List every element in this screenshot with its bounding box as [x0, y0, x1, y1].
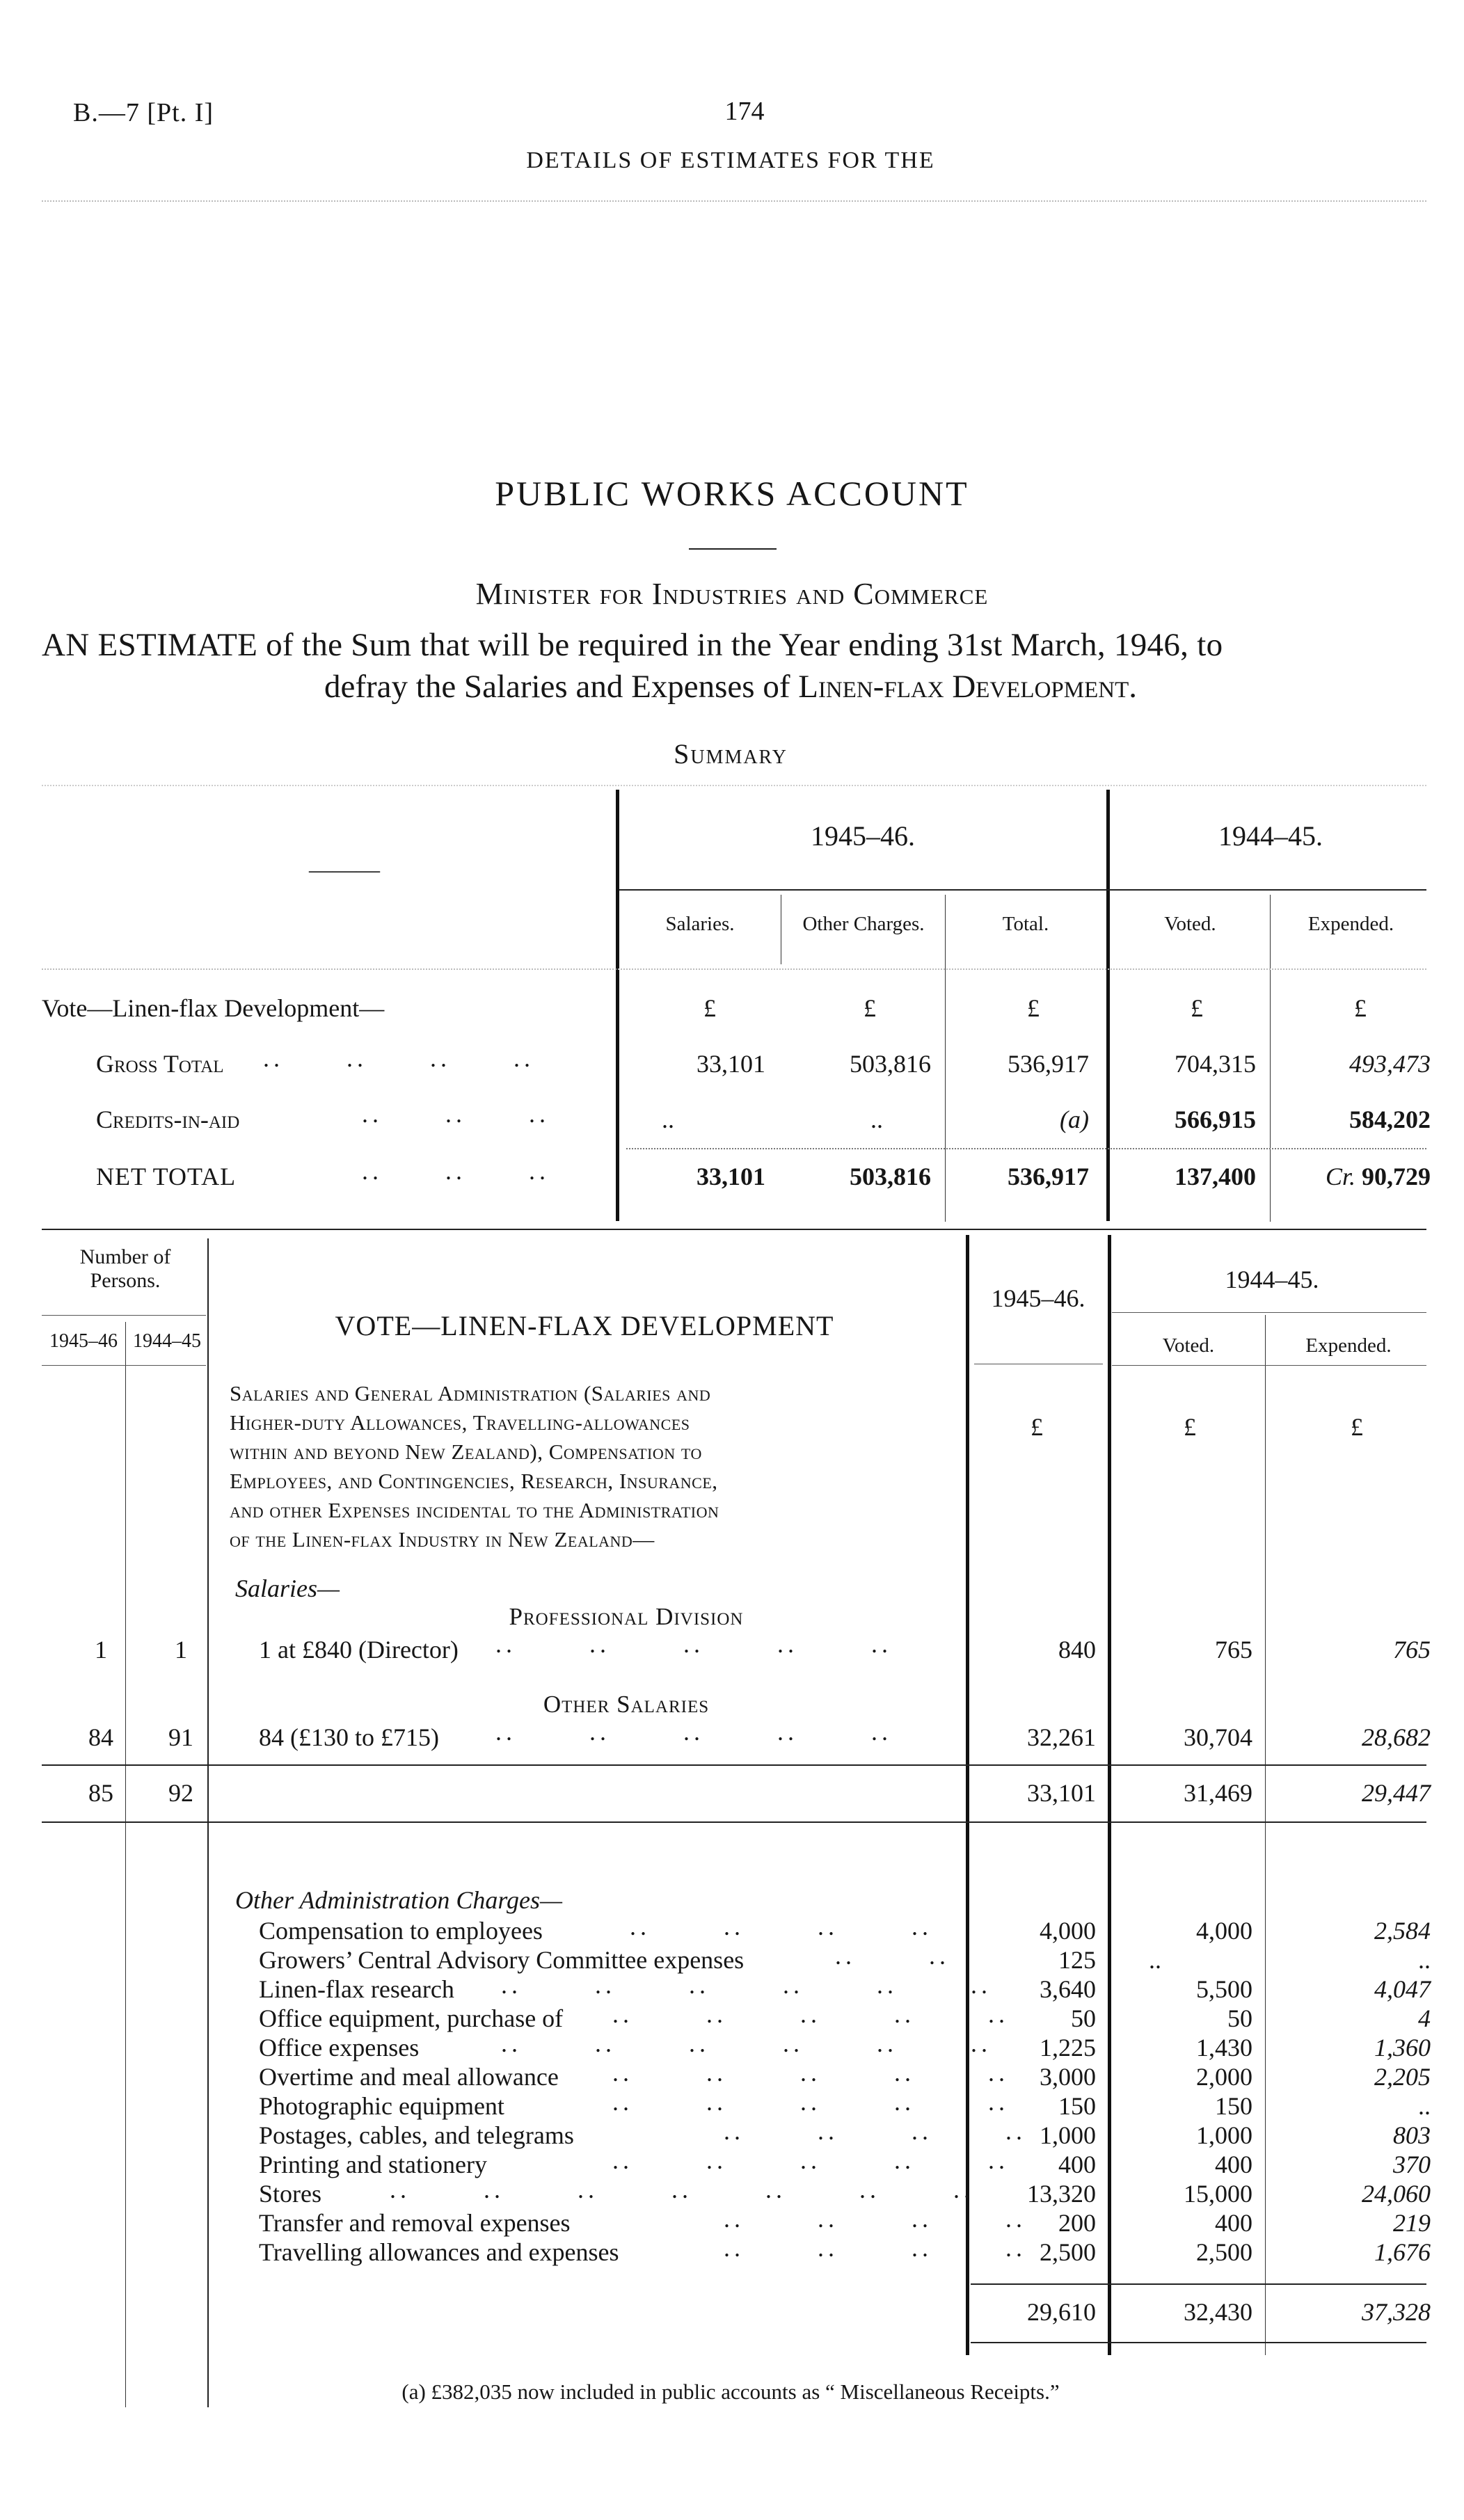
other-admin-item-label: Printing and stationery	[259, 2151, 487, 2178]
salary-total-n1944: 92	[168, 1779, 193, 1807]
other-admin-item-current: 125	[1058, 1946, 1096, 1974]
other-admin-item-expended: 2,584	[1374, 1917, 1431, 1945]
summary-credits-voted: 566,915	[1175, 1106, 1256, 1133]
summary-gross-total: 536,917	[1008, 1050, 1089, 1078]
summary-credits-dots: .. .. ..	[362, 1100, 550, 1128]
other-n1944: 91	[168, 1723, 193, 1751]
summary-head-rule	[42, 968, 1426, 970]
summary-net-salaries: 33,101	[697, 1163, 765, 1190]
other-admin-item	[0, 1913, 1464, 1945]
other-admin-item-label: Overtime and meal allowance	[259, 2063, 559, 2091]
detail-year-prev: 1944–45.	[1225, 1266, 1319, 1293]
other-admin-item-voted: 400	[1215, 2209, 1252, 2237]
detail-description-line-6: of the Linen-flax Industry in New Zealand—	[230, 1527, 655, 1552]
other-admin-item-current: 2,500	[1040, 2238, 1096, 2266]
other-admin-item-current: 3,640	[1040, 1975, 1096, 2003]
other-admin-item-dots: .. .. .. ..	[630, 1913, 932, 1940]
page-reference: B.—7 [Pt. I]	[73, 98, 214, 127]
other-admin-item-voted: 50	[1227, 2004, 1252, 2032]
summary-credits-expended: 584,202	[1349, 1106, 1431, 1133]
summary-gross-other: 503,816	[850, 1050, 931, 1078]
summary-heading: Summary	[674, 738, 788, 769]
salary-total-current: 33,101	[1027, 1779, 1096, 1807]
summary-year-current: 1945–46.	[811, 820, 915, 852]
other-admin-item-label: Growers’ Central Advisory Committee expenses	[259, 1946, 745, 1974]
other-admin-item-dots: .. .. .. .. ..	[612, 2000, 1009, 2028]
other-admin-subtotal-rule	[971, 2283, 1426, 2285]
footnote: (a) £382,035 now included in public accounts as “ Miscellaneous Receipts.”	[401, 2379, 1060, 2404]
minister-heading: Minister for Industries and Commerce	[475, 577, 989, 611]
other-salaries-dots: .. .. .. .. ..	[495, 1718, 892, 1746]
other-admin-item-voted: 15,000	[1184, 2180, 1252, 2208]
other-admin-item-label: Stores	[259, 2180, 321, 2208]
detail-description	[230, 1379, 960, 1554]
summary-col-salaries: Salaries.	[665, 913, 735, 935]
other-admin-item-current: 50	[1071, 2004, 1096, 2032]
detail-description-line-3: within and beyond New Zealand), Compensation to	[230, 1440, 702, 1464]
summary-credits-other: ..	[870, 1106, 883, 1133]
salary-total-n1945: 85	[88, 1779, 113, 1807]
summary-gross-label: Gross Total	[96, 1050, 224, 1078]
summary-net-rule	[626, 1148, 1426, 1149]
other-admin-item-expended: 2,205	[1374, 2063, 1431, 2091]
director-dots: .. .. .. .. ..	[495, 1630, 892, 1658]
other-admin-item-dots: .. .. .. .. .. ..	[501, 1971, 992, 1999]
detail-col-expended: Expended.	[1305, 1334, 1392, 1357]
other-admin-item-voted: 2,000	[1196, 2063, 1252, 2091]
other-admin-total-voted: 32,430	[1184, 2298, 1252, 2326]
other-admin-item-label: Transfer and removal expenses	[259, 2209, 571, 2237]
detail-description-line-4: Employees, and Contingencies, Research, Insurance,	[230, 1469, 718, 1493]
summary-net-total: 536,917	[1008, 1163, 1089, 1190]
director-expended: 765	[1393, 1636, 1431, 1664]
other-admin-item-current: 13,320	[1027, 2180, 1096, 2208]
other-admin-item-expended: 370	[1393, 2151, 1431, 2178]
other-admin-item-voted: 2,500	[1196, 2238, 1252, 2266]
other-admin-item-label: Office equipment, purchase of	[259, 2004, 564, 2032]
summary-net-expended	[1273, 1162, 1431, 1191]
other-admin-item-voted: 5,500	[1196, 1975, 1252, 2003]
summary-currency-salaries: £	[703, 994, 716, 1022]
summary-credits-total: (a)	[1060, 1106, 1089, 1133]
director-voted: 765	[1215, 1636, 1252, 1664]
summary-vote-label: Vote—Linen-flax Development—	[42, 994, 385, 1022]
summary-net-expended-value: 90,729	[1362, 1163, 1431, 1190]
estimate-line-2-subject: Linen-flax Development.	[798, 669, 1137, 705]
other-salaries-heading: Other Salaries	[543, 1691, 710, 1718]
other-admin-item-dots: .. .. .. .. .. ..	[501, 2029, 992, 2057]
other-admin-item-expended: 24,060	[1362, 2180, 1431, 2208]
summary-year-prev: 1944–45.	[1218, 820, 1323, 852]
other-salaries-voted: 30,704	[1184, 1723, 1252, 1751]
summary-gross-expended: 493,473	[1349, 1050, 1431, 1078]
detail-description-line-5: and other Expenses incidental to the Administration	[230, 1498, 719, 1522]
other-admin-item-expended: 219	[1393, 2209, 1431, 2237]
summary-credits-label: Credits-in-aid	[96, 1106, 240, 1133]
other-admin-item-label: Compensation to employees	[259, 1917, 543, 1945]
summary-col-total: Total.	[1002, 913, 1049, 935]
director-label: 1 at £840 (Director)	[259, 1636, 459, 1664]
summary-vline-2	[1106, 790, 1110, 1221]
salaries-subtotal-rule	[42, 1764, 1426, 1766]
detail-prev-rule	[1112, 1312, 1426, 1313]
summary-currency-total: £	[1027, 994, 1040, 1022]
detail-np-1945: 1945–46	[49, 1330, 118, 1352]
other-admin-total-rule	[971, 2342, 1426, 2343]
detail-year-current: 1945–46.	[991, 1284, 1085, 1312]
other-salaries-label: 84 (£130 to £715)	[259, 1723, 439, 1751]
other-admin-item-dots: .. .. .. ..	[724, 2117, 1026, 2145]
detail-num-persons-heading: Number of Persons.	[79, 1245, 171, 1292]
other-admin-item-expended: 4	[1418, 2004, 1431, 2032]
other-admin-item-dots: .. .. .. .. .. .. ..	[390, 2176, 974, 2203]
detail-description-line-2: Higher-duty Allowances, Travelling-allowances	[230, 1410, 690, 1435]
other-admin-item-current: 4,000	[1040, 1917, 1096, 1945]
salary-total-expended: 29,447	[1362, 1779, 1431, 1807]
summary-currency-other: £	[864, 994, 876, 1022]
other-admin-list	[0, 1913, 1464, 2278]
other-admin-item	[0, 2234, 1464, 2267]
summary-credits-salaries: ..	[662, 1106, 674, 1133]
other-n1945: 84	[88, 1723, 113, 1751]
other-admin-item-expended: ..	[1418, 2092, 1431, 2120]
other-admin-total-current: 29,610	[1027, 2298, 1096, 2326]
summary-net-label: NET TOTAL	[96, 1163, 237, 1190]
detail-currency-expended: £	[1351, 1413, 1363, 1441]
summary-vline-voted	[1270, 895, 1271, 1222]
page-number: 174	[724, 97, 765, 126]
estimate-line-2-text: defray the Salaries and Expenses of	[324, 669, 799, 705]
summary-net-voted: 137,400	[1175, 1163, 1256, 1190]
summary-currency-voted: £	[1191, 994, 1203, 1022]
other-admin-item-voted: ..	[1149, 1946, 1161, 1974]
salaries-heading: Salaries—	[235, 1574, 340, 1602]
detail-np-rule	[42, 1365, 206, 1366]
other-admin-item-voted: 1,430	[1196, 2034, 1252, 2062]
detail-currency-voted: £	[1184, 1413, 1196, 1441]
other-admin-item-dots: .. .. .. .. ..	[612, 2088, 1009, 2116]
title-rule	[689, 548, 777, 550]
other-salaries-expended: 28,682	[1362, 1723, 1431, 1751]
summary-net-dots: .. .. ..	[362, 1157, 550, 1185]
other-admin-item-current: 200	[1058, 2209, 1096, 2237]
other-admin-item-label: Postages, cables, and telegrams	[259, 2121, 574, 2149]
other-admin-item-current: 3,000	[1040, 2063, 1096, 2091]
summary-vline-other	[945, 895, 946, 1222]
summary-col-other: Other Charges.	[802, 913, 925, 935]
other-admin-item-voted: 4,000	[1196, 1917, 1252, 1945]
summary-net-other: 503,816	[850, 1163, 931, 1190]
summary-gross-voted: 704,315	[1175, 1050, 1256, 1078]
detail-description-line-1: Salaries and General Administration (Salaries and	[230, 1381, 711, 1405]
other-admin-item-expended: ..	[1418, 1946, 1431, 1974]
other-admin-item-current: 150	[1058, 2092, 1096, 2120]
running-title: DETAILS OF ESTIMATES FOR THE	[526, 147, 935, 173]
other-admin-item-dots: .. .. .. .. ..	[612, 2146, 1009, 2174]
summary-gross-salaries: 33,101	[697, 1050, 765, 1078]
detail-np-1944: 1944–45	[133, 1330, 201, 1352]
other-admin-item-dots: .. .. .. ..	[724, 2205, 1026, 2233]
summary-vline-1	[616, 790, 619, 1221]
detail-col-voted: Voted.	[1162, 1334, 1215, 1357]
other-admin-item-expended: 1,360	[1374, 2034, 1431, 2062]
detail-persons-rule	[42, 1315, 206, 1316]
director-n1944: 1	[175, 1636, 187, 1664]
other-admin-item-label: Travelling allowances and expenses	[259, 2238, 619, 2266]
summary-col-expended: Expended.	[1307, 913, 1394, 935]
other-admin-item-expended: 1,676	[1374, 2238, 1431, 2266]
other-admin-item-expended: 4,047	[1374, 1975, 1431, 2003]
director-current: 840	[1058, 1636, 1096, 1664]
detail-currency-current: £	[1031, 1413, 1043, 1441]
summary-subhead-rule	[619, 889, 1426, 891]
other-admin-item-current: 1,000	[1040, 2121, 1096, 2149]
other-admin-total-expended: 37,328	[1362, 2298, 1431, 2326]
detail-prev-sub-rule	[1112, 1365, 1426, 1366]
professional-division-heading: Professional Division	[509, 1603, 744, 1630]
summary-stub-dash: ———	[309, 857, 380, 883]
salaries-total-rule	[42, 1821, 1426, 1823]
summary-gross-dots: .. .. .. ..	[263, 1044, 534, 1072]
other-admin-item-label: Office expenses	[259, 2034, 420, 2062]
salary-total-voted: 31,469	[1184, 1779, 1252, 1807]
other-admin-item-label: Linen-flax research	[259, 1975, 454, 2003]
director-n1945: 1	[95, 1636, 107, 1664]
other-admin-item-current: 400	[1058, 2151, 1096, 2178]
account-title: PUBLIC WORKS ACCOUNT	[495, 474, 969, 513]
other-admin-item-current: 1,225	[1040, 2034, 1096, 2062]
summary-col-voted: Voted.	[1164, 913, 1216, 935]
other-admin-item-expended: 803	[1393, 2121, 1431, 2149]
estimate-line-2	[139, 668, 1322, 705]
other-admin-item-voted: 400	[1215, 2151, 1252, 2178]
other-admin-item-voted: 1,000	[1196, 2121, 1252, 2149]
other-admin-item-voted: 150	[1215, 2092, 1252, 2120]
other-admin-item-dots: .. .. .. ..	[724, 2234, 1026, 2262]
detail-top-rule	[42, 1229, 1426, 1230]
summary-currency-expended: £	[1354, 994, 1367, 1022]
other-salaries-current: 32,261	[1027, 1723, 1096, 1751]
other-admin-heading: Other Administration Charges—	[235, 1886, 563, 1914]
header-rule	[42, 200, 1426, 202]
detail-vote-title: VOTE—LINEN-FLAX DEVELOPMENT	[335, 1310, 834, 1341]
other-admin-item-dots: .. ..	[835, 1942, 950, 1970]
summary-top-rule	[42, 785, 1426, 786]
estimate-line-1: AN ESTIMATE of the Sum that will be required in the Year ending 31st March, 1946, to	[42, 627, 1223, 663]
other-admin-item-label: Photographic equipment	[259, 2092, 504, 2120]
summary-net-expended-prefix: Cr.	[1325, 1163, 1355, 1190]
other-admin-item-dots: .. .. .. .. ..	[612, 2059, 1009, 2087]
